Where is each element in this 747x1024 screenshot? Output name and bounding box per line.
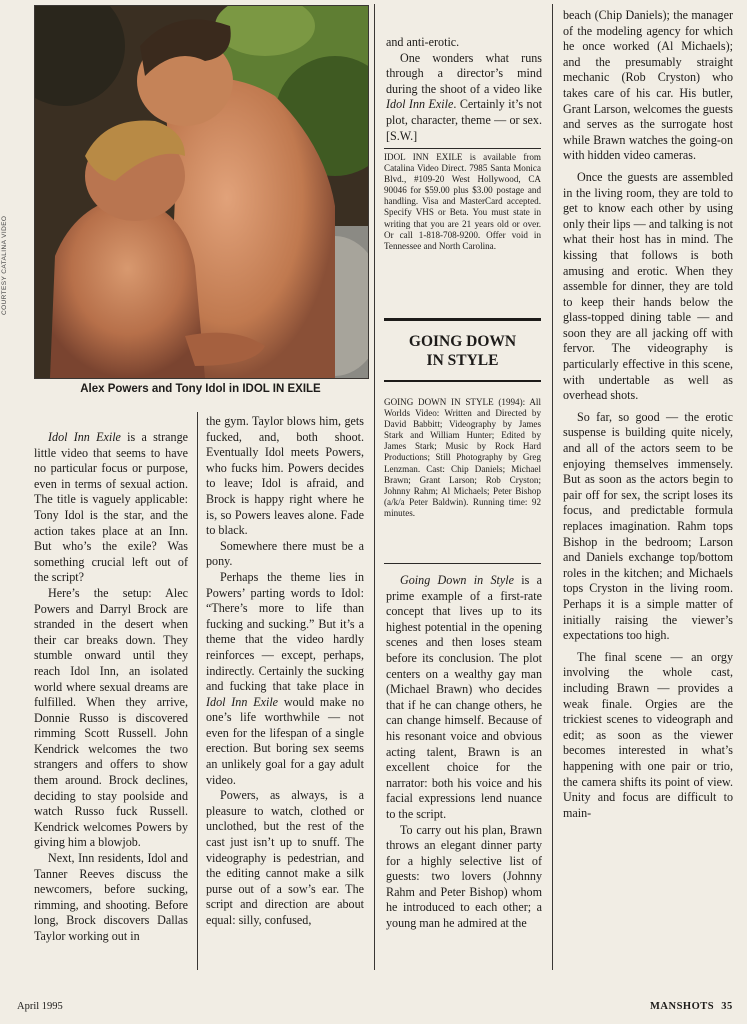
paragraph: and anti-erotic.: [386, 35, 460, 49]
paragraph: To carry out his plan, Brawn throws an elegant dinner party for a highly selective list of guests: two lovers (Johnny Rahm and Peter Bishop) whom he introduced to each other; a young man he admired at the: [386, 822, 542, 931]
article-column-1: [34, 430, 188, 945]
page-number: 35: [721, 1001, 733, 1012]
film-title: Idol Inn Exile: [48, 430, 121, 444]
credits-rule: [384, 563, 541, 564]
film-credits: GOING DOWN IN STYLE (1994): All Worlds Video: Written and Directed by David Babbitt; Videography by James Stark and William Hunter; Edited by James Stark; Music by Rock Hard Productions; Still Photography by Greg Lenzman. Cast: Chip Daniels; Michael Brawn; Grant Larson; Rob Cryston; Johnny Rahm; Al Michaels; Peter Bishop (a/k/a Peter Baldwin). Running time: 92 minutes.: [384, 397, 541, 518]
photo-credit-text: COURTESY CATALINA VIDEO: [1, 215, 8, 315]
paragraph: Somewhere there must be a pony.: [206, 538, 364, 569]
publication-name: MANSHOTS: [650, 1001, 715, 1012]
article-column-3-top: [386, 35, 542, 144]
paragraph-text: . Certainly it’s not plot, character, theme — or sex. [S.W.]: [386, 97, 542, 143]
paragraph: beach (Chip Daniels); the manager of the modeling agency for which he once worked (Al Michaels); and the presumably straight mechanic (Rob Cryston) who takes care of his car. His butler, Grant Larson, welcomes the guests and serves as the surrogate host while Brawn watches the going-on with hidden video cameras.: [563, 8, 733, 163]
film-title: Going Down in Style: [400, 573, 514, 587]
paragraph: [206, 570, 364, 788]
paragraph: [386, 573, 542, 823]
column-rule: [197, 412, 198, 970]
photo: [34, 5, 369, 379]
paragraph: [386, 51, 542, 145]
article-column-2: [206, 414, 364, 929]
column-rule: [374, 4, 375, 970]
photo-illustration: [35, 6, 368, 378]
paragraph: Once the guests are assembled in the living room, they are told to get to know each other by using only their lips — and talking is not what their host has in mind. The kissing that follows is both amusing and erotic. When they assemble for dinner, they are told to keep their hands below the glass-topped dining table — and soon they are all jacking off with fervor. The videography is particularly effective in this scene, with undertable as well as overhead shots.: [563, 169, 733, 403]
paragraph-text: is a strange little video that seems to have no particular focus or purpose, even in terms of sexual action. The title is vaguely applicable: Tony Idol is the star, and the action takes place at an Inn. But who’s the exile? Was something crucial left out of the script?: [34, 430, 189, 585]
paragraph: So far, so good — the erotic suspense is building quite nicely, and all of the actors seem to be enjoying themselves immensely. But as soon as the actors begin to pair off for sex, the script loses its focus, and predictable formula replaces imagination. Rahm tops Bishop in the bedroom; Larson and Daniels exchange top/bottom roles in the kitchen; and Michaels tops Cryston in the living room. Perhaps it is a simple matter of initially raising the viewer’s expectations too high.: [563, 409, 733, 643]
heading-line-2: IN STYLE: [426, 352, 499, 369]
paragraph: Here’s the setup: Alec Powers and Darryl Brock are stranded in the desert when their car breaks down. They stumble onward until they reach Idol Inn, an isolated world where sexual dreams are fulfilled. When they arrive, Donnie Russo is discovered rimming Scott Russell. John Kendrick welcomes the two strangers and offers to show them around. Brock declines, deciding to stay poolside and watch Russo fuck Russell. Kendrick welcomes Powers by giving him a blowjob.: [34, 585, 188, 850]
article-column-3-bottom: [386, 573, 542, 932]
availability-info: IDOL INN EXILE is available from Catalina Video Direct. 7985 Santa Monica Blvd., #109-20 West Hollywood, CA 90046 for $59.00 plus $3.00 postage and handling. Visa and MasterCard accepted. Specify VHS or Beta. You must state in writing that you are 21 years old or over. Or call 1-818-708-9200. Offer void in Tennessee and North Carolina.: [384, 152, 541, 251]
paragraph-text: Perhaps the theme lies in Powers’ parting words to Idol: “There’s more to life than fucking and sucking.” But it’s a theme that the video hardly reinforces — except, perhaps, indirectly. Certainly the sucking and fucking that take place in: [206, 569, 364, 694]
heading-line-1: GOING DOWN: [408, 333, 517, 350]
footer-publication: [650, 1001, 733, 1012]
film-title: Idol Inn Exile: [206, 694, 279, 709]
footer-date: April 1995: [17, 1001, 63, 1012]
paragraph-text: would make no one’s life worthwhile — not even for the lifespan of a single erection. But boring sex seems an unlikely goal for a gay adult video.: [206, 694, 364, 787]
paragraph: The final scene — an orgy involving the whole cast, including Brawn — provides a weak finale. Orgies are the trickiest scenes to videograph and edit; as soon as the viewer becomes interested in what’s happening with one pair or trio, the camera shifts its point of view. Unity and focus are difficult to main-: [563, 649, 733, 820]
review-heading: [384, 318, 541, 382]
paragraph-text: is a prime example of a first-rate concept that lives up to its highest potential in the opening scenes and then loses steam before its conclusion. The plot centers on a wealthy gay man (Michael Brawn) who decides that if he can change others, he can change himself. Because of his resonant voice and obvious acting talent, Brawn is an excellent choice for the narrator: both his voice and his facial expressions lend nuance to the script.: [386, 573, 543, 821]
photo-credit: [1, 205, 13, 315]
paragraph: [34, 430, 188, 586]
photo-caption: Alex Powers and Tony Idol in IDOL IN EXILE: [80, 383, 321, 395]
film-title: Idol Inn Exile: [386, 97, 454, 112]
paragraph-text: One wonders what runs through a director’s mind during the shoot of a video like: [386, 50, 542, 96]
paragraph: the gym. Taylor blows him, gets fucked, and, both shoot. Eventually Idol meets Powers, who fucks him. Powers decides to leave; Idol is afraid, and Brock is happy right where he is, so Powers leaves alone. Fade to black.: [206, 414, 364, 538]
info-box-rule: [384, 148, 541, 149]
paragraph: Next, Inn residents, Idol and Tanner Reeves discuss the newcomers, before sucking, rimming, and shooting. Before long, Brock discovers Dallas Taylor working out in: [34, 851, 188, 943]
article-column-4: [563, 8, 733, 821]
paragraph: Powers, as always, is a pleasure to watch, clothed or unclothed, but the rest of the cast just isn’t up to snuff. The videography is pedestrian, and the editing cannot make a silk purse out of a sow’s ear. The script and direction are about equal: silly, confused,: [206, 788, 364, 927]
column-rule: [552, 4, 553, 970]
